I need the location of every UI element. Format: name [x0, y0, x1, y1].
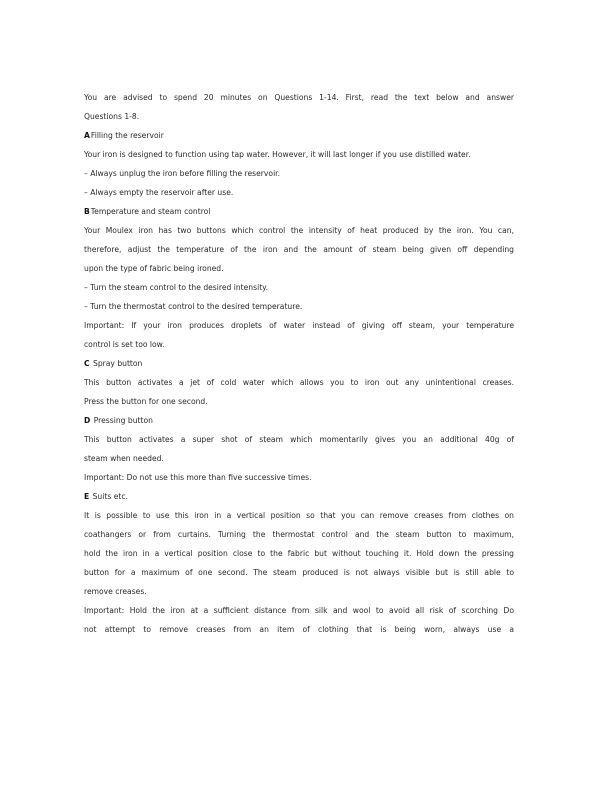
section-a-line: – Always unplug the iron before filling the reservoir. — [84, 169, 281, 178]
section-c-line: This button activates a jet of cold water which allows you to iron out any unintentional creases. — [84, 378, 514, 387]
section-b-line: upon the type of fabric being ironed. — [84, 264, 224, 273]
section-a-line: Your iron is designed to function using tap water. However, it will last longer if you use distilled water. — [84, 150, 471, 159]
section-e-line: not attempt to remove creases from an item of clothing that is being worn, always use a — [84, 625, 514, 634]
section-b-line: Your Moulex iron has two buttons which control the intensity of heat produced by the iron. You can, — [84, 226, 514, 235]
section-d-line: steam when needed. — [84, 454, 164, 463]
section-b-line: – Turn the thermostat control to the desired temperature. — [84, 302, 303, 311]
section-b-line: Important: If your iron produces droplets of water instead of giving off steam, your temperature — [84, 321, 514, 330]
section-e-line: hold the iron in a vertical position close to the fabric but without touching it. Hold down the pressing — [84, 549, 514, 558]
section-e-line: Important: Hold the iron at a sufficient distance from silk and wool to avoid all risk of scorching Do — [84, 606, 514, 615]
section-e-line: It is possible to use this iron in a vertical position so that you can remove creases from clothes on — [84, 511, 514, 520]
section-b-title: Temperature and steam control — [90, 207, 211, 216]
section-d-line: Important: Do not use this more than five successive times. — [84, 473, 312, 482]
section-b-heading — [84, 202, 514, 221]
section-b-line: control is set too low. — [84, 340, 165, 349]
section-c-heading — [84, 354, 514, 373]
intro-line-1: You are advised to spend 20 minutes on Questions 1-14. First, read the text below and answer — [84, 93, 514, 102]
section-e-letter: E — [84, 492, 90, 501]
section-b-letter: B — [84, 207, 90, 216]
document-page — [84, 88, 514, 639]
section-a-letter: A — [84, 131, 90, 140]
section-e-line: button for a maximum of one second. The steam produced is not always visible but is still able to — [84, 568, 514, 577]
section-b-line: therefore, adjust the temperature of the iron and the amount of steam being given off depending — [84, 245, 514, 254]
section-c-letter: C — [84, 359, 90, 368]
section-a-line: – Always empty the reservoir after use. — [84, 188, 234, 197]
section-d-heading — [84, 411, 514, 430]
section-d-letter: D — [84, 416, 91, 425]
section-e-title: Suits etc. — [92, 492, 128, 501]
section-d-line: This button activates a super shot of steam which momentarily gives you an additional 40g of — [84, 435, 514, 444]
section-e-heading — [84, 487, 514, 506]
section-e-line: coathangers or from curtains. Turning the thermostat control and the steam button to maximum, — [84, 530, 514, 539]
section-c-line: Press the button for one second. — [84, 397, 208, 406]
section-d-title: Pressing button — [93, 416, 153, 425]
section-c-title: Spray button — [93, 359, 143, 368]
section-b-line: – Turn the steam control to the desired intensity. — [84, 283, 268, 292]
section-a-heading — [84, 126, 514, 145]
section-e-line: remove creases. — [84, 587, 147, 596]
intro-line-2: Questions 1-8. — [84, 112, 140, 121]
section-a-title: Filling the reservoir — [90, 131, 164, 140]
